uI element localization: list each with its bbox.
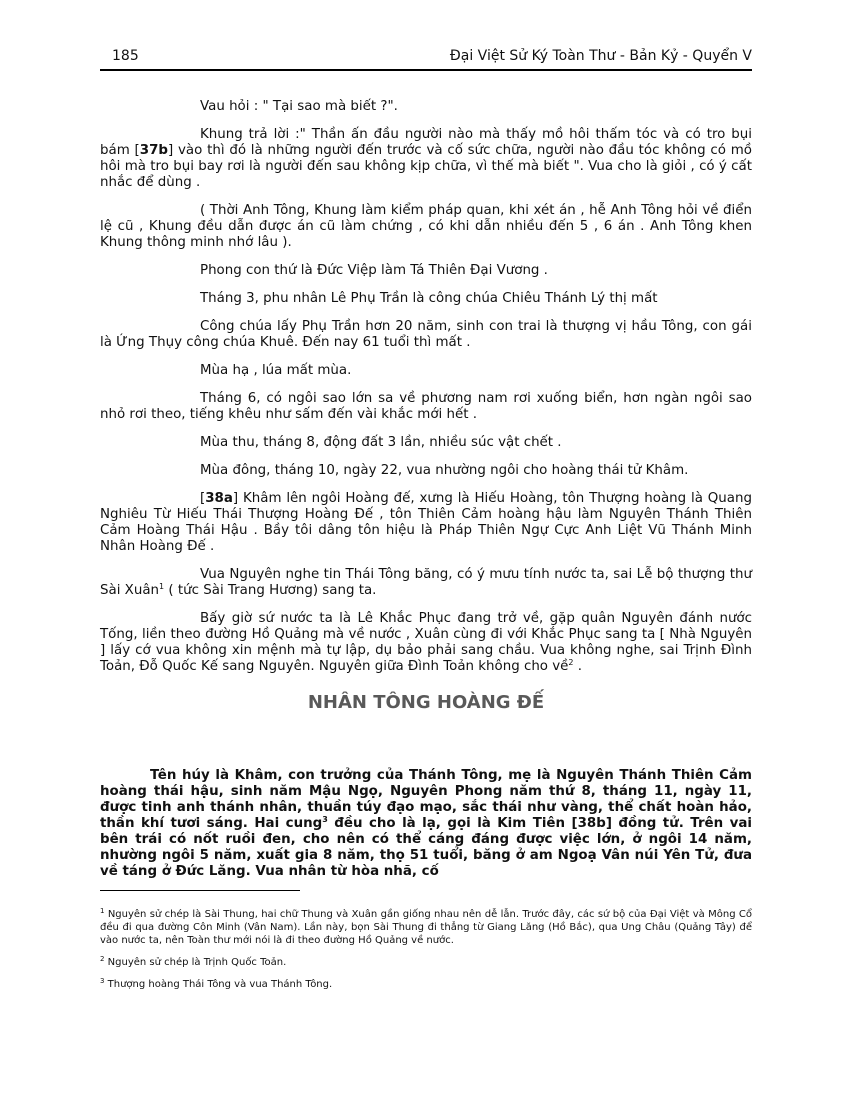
section-title: NHÂN TÔNG HOÀNG ĐẾ: [307, 692, 545, 713]
paragraph-3: ( Thời Anh Tông, Khung làm kiểm pháp quan, khi xét án , hễ Anh Tông hỏi về điển lệ cũ , Khung đều dẫn được án cũ làm chứng , có khi dẫn nhiều đến 5 , 6 án . Anh Tông khen Khung thông minh nhớ lâu ).: [100, 203, 752, 250]
running-title: Đại Việt Sử Ký Toàn Thư - Bản Kỷ - Quyển V: [449, 48, 752, 64]
paragraph-12: Vua Nguyên nghe tin Thái Tông băng, có ý mưu tính nước ta, sai Lễ bộ thượng thư Sài Xuân$^1$ ( tức Sài Trang Hương) sang ta.: [100, 567, 752, 598]
paragraph-7: Mùa hạ , lúa mất mùa.: [200, 363, 352, 378]
footnote-2: $^2$ Nguyên sử chép là Trịnh Quốc Toản.: [100, 955, 287, 968]
footnote-ref[interactable]: 3: [322, 815, 328, 824]
footnote-ref[interactable]: 1: [159, 582, 165, 591]
paragraph-10: Mùa đông, tháng 10, ngày 22, vua nhường ngôi cho hoàng thái tử Khâm.: [200, 463, 689, 478]
footnotes: [100, 908, 752, 1000]
paragraph-2: Khung trả lời :" Thần ấn đầu người nào mà thấy mồ hôi thấm tóc và có tro bụi bám [37b] vào thì đó là những người đến trước và cố sức chữa, người nào đầu tóc không có mồ hôi mà tro bụi bay rơi là người đến sau không kịp chữa, vì thế mà biết ". Vua cho là giỏi , có ý cất nhắc để dùng .: [100, 127, 752, 190]
bold-paragraph: Tên húy là Khâm, con trưởng của Thánh Tông, mẹ là Nguyên Thánh Thiên Cảm hoàng thái hậu, sinh năm Mậu Ngọ, Nguyên Phong năm thứ 8, tháng 11, ngày 11, được tinh anh thánh nhân, thuần túy đạo mạo, sắc thái như vàng, thể chất hoàn hảo, thần khí tươi sáng. Hai cung$^3$ đều cho là lạ, gọi là Kim Tiên [38b] đồng tử. Trên vai bên trái có nốt ruồi đen, cho nên có thể cáng đáng được việc lớn, ở ngôi 14 năm, nhường ngôi 5 năm, xuất gia 8 năm, thọ 51 tuổi, băng ở am Ngoạ Vân núi Yên Tử, đưa về táng ở Đức Lăng. Vua nhân từ hòa nhã, cố: [100, 768, 752, 879]
footnote-rule: [100, 890, 300, 891]
page-number: 185: [112, 48, 139, 64]
folio-marker: 38a: [205, 491, 233, 506]
footnote-ref[interactable]: 2: [568, 658, 574, 667]
paragraph-13: Bấy giờ sứ nước ta là Lê Khắc Phục đang trở về, gặp quân Nguyên đánh nước Tống, liền theo đường Hồ Quảng mà về nước , Xuân cùng đi với Khắc Phục sang ta [ Nhà Nguyên ] lấy cớ vua không xin mệnh mà tự lập, dụ bảo phải sang chầu. Vua không nghe, sai Trịnh Đình Toản, Đỗ Quốc Kế sang Nguyên. Nguyên giữa Đình Toản không cho về$^2$ .: [100, 611, 752, 674]
paragraph-4: Phong con thứ là Đức Việp làm Tá Thiên Đại Vương .: [200, 263, 548, 278]
header-rule: [100, 69, 752, 71]
footnote-1: $^1$ Nguyên sử chép là Sài Thung, hai chữ Thung và Xuân gần giống nhau nên dễ lẫn. Trước đây, các sứ bộ của Đại Việt và Mông Cổ đều đi qua đường Côn Minh (Vân Nam). Lần này, bọn Sài Thung đi thẳng từ Giang Lăng (Hồ Bắc), qua Ung Châu (Quảng Tây) để vào nước ta, nên Toàn thư mới nói là đi theo đường Hồ Quảng về nước.: [100, 907, 752, 946]
paragraph-9: Mùa thu, tháng 8, động đất 3 lần, nhiều súc vật chết .: [200, 435, 562, 450]
footnote-3: $^3$ Thượng hoàng Thái Tông và vua Thánh Tông.: [100, 977, 333, 990]
folio-marker: 37b: [139, 143, 168, 158]
page-header: [100, 48, 752, 68]
paragraph-8: Tháng 6, có ngôi sao lớn sa về phương nam rơi xuống biển, hơn ngàn ngôi sao nhỏ rơi theo, tiếng khêu như sấm đến vài khắc mới hết .: [100, 391, 752, 422]
paragraph-11: [38a] Khâm lên ngôi Hoàng đế, xưng là Hiếu Hoàng, tôn Thượng hoàng là Quang Nghiêu Từ Hiếu Thái Thượng Hoàng Đế , tôn Thiên Cảm hoàng hậu làm Nguyên Thánh Thiên Cảm Hoàng Thái Hậu . Bầy tôi dâng tôn hiệu là Pháp Thiên Ngự Cực Anh Liệt Vũ Thánh Minh Nhân Hoàng Đế .: [100, 491, 752, 554]
body-text: [100, 99, 752, 687]
paragraph-6: Công chúa lấy Phụ Trần hơn 20 năm, sinh con trai là thượng vị hầu Tông, con gái là Ứng Thụy công chúa Khuê. Đến nay 61 tuổi thì mất .: [100, 319, 752, 350]
paragraph-5: Tháng 3, phu nhân Lê Phụ Trần là công chúa Chiêu Thánh Lý thị mất: [200, 291, 658, 306]
paragraph-1: Vau hỏi : " Tại sao mà biết ?".: [200, 99, 398, 114]
